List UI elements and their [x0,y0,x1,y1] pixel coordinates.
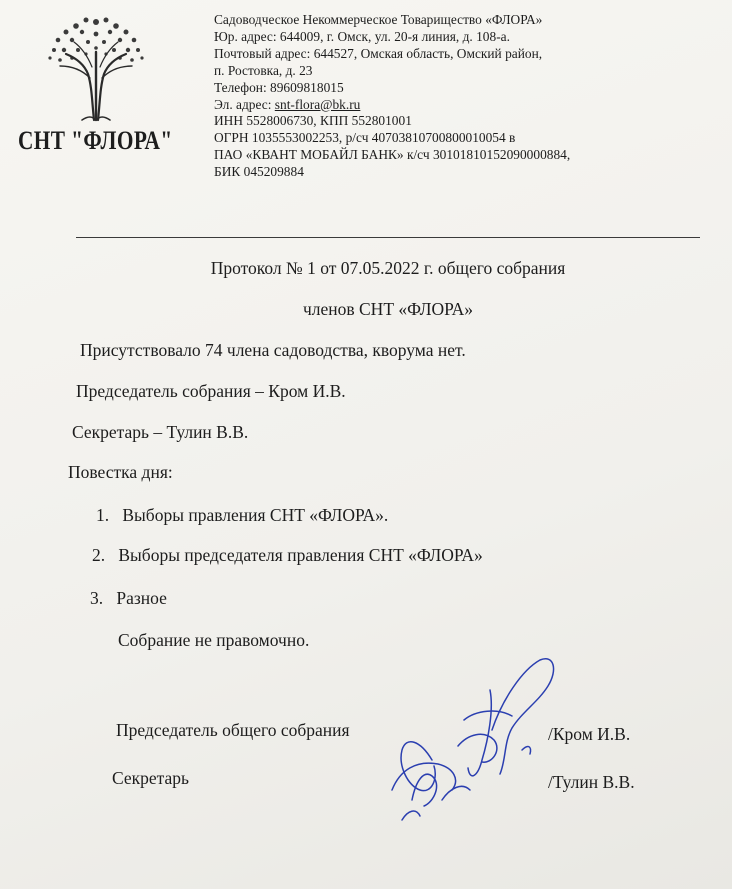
agenda-item-text: Разное [116,588,167,608]
logo-name: СНТ "ФЛОРА" [18,126,173,155]
secretary-signature-name: /Тулин В.В. [548,772,635,792]
email-label: Эл. адрес: [214,96,275,112]
protocol-title: Протокол № 1 от 07.05.2022 г. общего собрания [210,258,566,278]
requisite-line: Почтовый адрес: 644527, Омская область, Омский район, [214,45,543,61]
header-divider [76,237,700,238]
agenda-item-number: 1. [96,505,110,525]
chairman-signature-label: Председатель общего собрания [116,720,350,740]
requisite-line: ПАО «КВАНТ МОБАЙЛ БАНК» к/сч 30101810152090000884, [214,147,571,163]
attendance-text: Присутствовало 74 члена садоводства, кворума нет. [80,340,466,360]
agenda-heading: Повестка дня: [68,462,173,482]
agenda-item-number: 3. [90,588,104,608]
chairman-signature-name: /Кром И.В. [548,724,631,744]
email-line [214,97,570,114]
secretary-text: Секретарь – Тулин В.В. [72,422,249,442]
agenda-item-number: 2. [92,545,106,565]
agenda-item-text: Выборы правления СНТ «ФЛОРА». [122,505,389,525]
requisite-line: п. Ростовка, д. 23 [214,62,313,78]
organization-requisites [214,12,570,181]
agenda-item [90,588,167,609]
agenda-item [96,505,388,526]
requisite-line: БИК 045209884 [214,164,304,180]
agenda-item [92,545,483,566]
agenda-item-text: Выборы председателя правления СНТ «ФЛОРА» [118,545,483,565]
requisite-line: ИНН 5528006730, КПП 552801001 [214,113,412,129]
tree-logo-icon [42,12,150,124]
chairman-text: Председатель собрания – Кром И.В. [76,381,346,401]
protocol-subtitle: членов СНТ «ФЛОРА» [302,299,474,319]
requisite-line: Телефон: 89609818015 [214,79,344,95]
handwritten-signature-icon [372,650,572,830]
conclusion-text: Собрание не правомочно. [118,630,310,650]
requisite-line: ОГРН 1035553002253, р/сч 40703810700800010054 в [214,130,516,146]
requisite-line: Юр. адрес: 644009, г. Омск, ул. 20-я линия, д. 108-а. [214,28,510,44]
secretary-signature-label: Секретарь [112,768,190,788]
requisite-line: Садоводческое Некоммерческое Товарищество «ФЛОРА» [214,12,543,27]
email-link[interactable]: snt-flora@bk.ru [274,96,361,112]
